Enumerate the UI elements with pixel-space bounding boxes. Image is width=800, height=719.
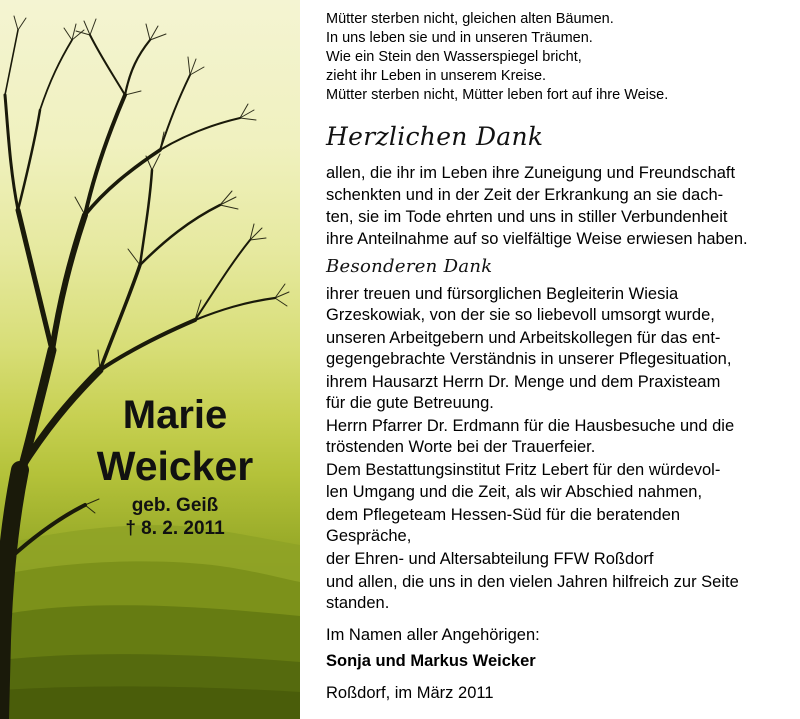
poem-line: In uns leben sie und in unseren Träumen. xyxy=(326,30,593,46)
besonderen-line: len Umgang und die Zeit, als wir Abschied nahmen, xyxy=(326,483,703,501)
birth-name: geb. Geiß xyxy=(131,495,219,516)
poem-line: Mütter sterben nicht, Mütter leben fort auf ihre Weise. xyxy=(326,87,669,103)
dank-line: allen, die ihr im Leben ihre Zuneigung und Freundschaft xyxy=(326,164,736,182)
besonderen-line: ihrem Hausarzt Herrn Dr. Menge und dem Praxisteam xyxy=(326,373,721,391)
besonderen-line: dem Pflegeteam Hessen-Süd für die beratenden xyxy=(326,506,681,524)
besonderen-line: standen. xyxy=(326,594,390,612)
closing-intro: Im Namen aller Angehörigen: xyxy=(326,626,540,644)
besonderen-line: ihrer treuen und fürsorglichen Begleiterin Wiesia xyxy=(326,285,679,303)
besonderen-line: für die gute Betreuung. xyxy=(326,394,494,412)
poem-line: zieht ihr Leben in unserem Kreise. xyxy=(326,68,547,84)
poem-line: Mütter sterben nicht, gleichen alten Bäumen. xyxy=(326,11,614,27)
besonderen-line: Gespräche, xyxy=(326,527,412,545)
death-date: † 8. 2. 2011 xyxy=(125,518,225,539)
besonderen-line: Herrn Pfarrer Dr. Erdmann für die Hausbesuche und die xyxy=(326,417,735,435)
poem-line: Wie ein Stein den Wasserspiegel bricht, xyxy=(326,49,582,65)
besonderen-line: Grzeskowiak, von der sie so liebevoll umsorgt wurde, xyxy=(326,306,715,324)
heading-besonderen-dank: Besonderen Dank xyxy=(326,256,493,277)
dank-line: ten, sie im Tode ehrten und uns in stiller Verbundenheit xyxy=(326,208,728,226)
besonderen-line: unseren Arbeitgebern und Arbeitskollegen für das ent- xyxy=(326,329,721,347)
besonderen-line: der Ehren- und Altersabteilung FFW Roßdorf xyxy=(326,550,654,568)
heading-herzlichen-dank: Herzlichen Dank xyxy=(326,122,544,151)
besonderen-line: und allen, die uns in den vielen Jahren hilfreich zur Seite xyxy=(326,573,739,591)
besonderen-line: tröstenden Worte bei der Trauerfeier. xyxy=(326,438,596,456)
dank-line: schenkten und in der Zeit der Erkrankung an sie dach- xyxy=(326,186,724,204)
memorial-image-panel xyxy=(0,0,300,719)
deceased-first-name: Marie xyxy=(122,393,228,437)
deceased-last-name: Weicker xyxy=(96,443,254,489)
besonderen-line: gegengebrachte Verständnis in unserer Pflegesituation, xyxy=(326,350,732,368)
closing-names: Sonja und Markus Weicker xyxy=(326,652,536,670)
dank-line: ihre Anteilnahme auf so vielfältige Weise erwiesen haben. xyxy=(326,230,748,248)
bare-tree-illustration xyxy=(0,0,300,719)
closing-place-date: Roßdorf, im März 2011 xyxy=(326,684,494,702)
besonderen-line: Dem Bestattungsinstitut Fritz Lebert für den würdevol- xyxy=(326,461,721,479)
